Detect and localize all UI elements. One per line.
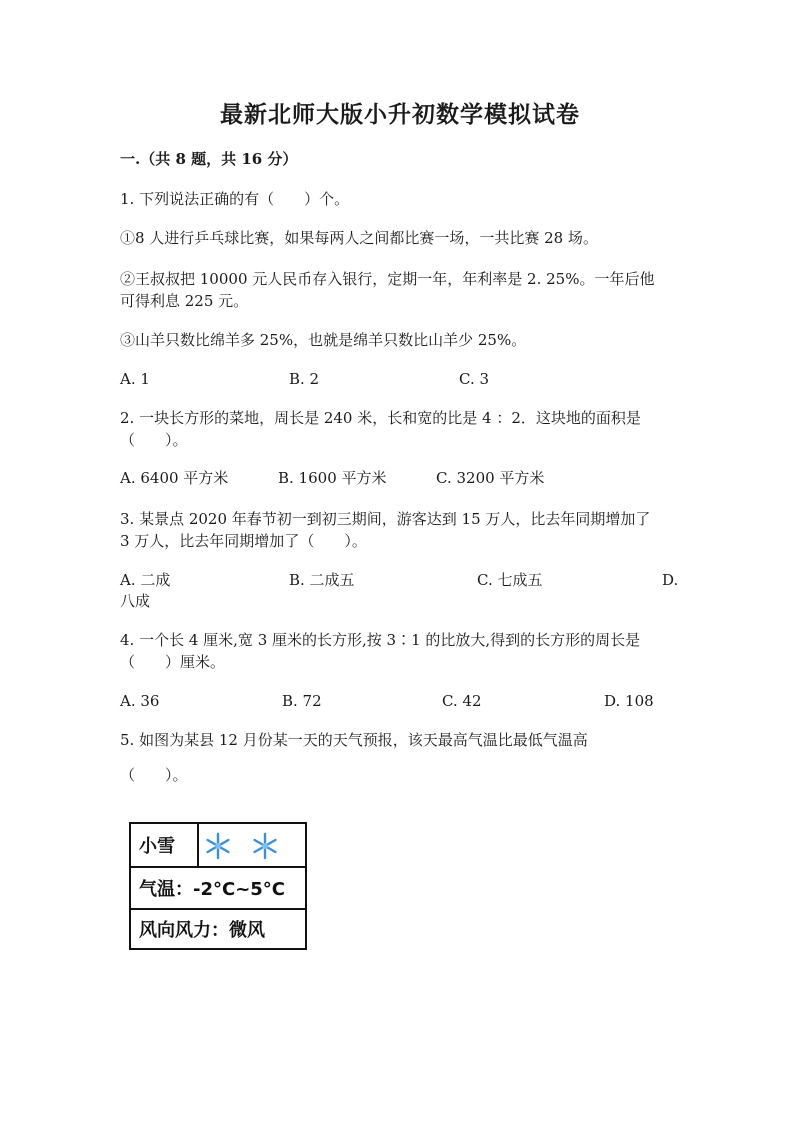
question-2-stem-cont: （ ）。 xyxy=(120,431,188,449)
question-3-stem: 3. 某景点 2020 年春节初一到初三期间，游客达到 15 万人，比去年同期增加了 xyxy=(120,510,651,528)
weather-forecast-figure xyxy=(129,822,307,950)
question-1-statement-3: ③山羊只数比绵羊多 25%，也就是绵羊只数比山羊少 25%。 xyxy=(120,331,527,349)
weather-temperature: 气温：-2°C~5°C xyxy=(139,879,286,900)
weather-divider xyxy=(197,824,199,866)
question-4-stem-cont: （ ）厘米。 xyxy=(120,653,226,671)
question-1-option-b: B. 2 xyxy=(289,370,320,388)
question-1-statement-2-cont: 可得利息 225 元。 xyxy=(120,292,249,310)
question-1-statement-1: ①8 人进行乒乓球比赛，如果每两人之间都比赛一场，一共比赛 28 场。 xyxy=(120,229,598,247)
weather-wind: 风向风力：微风 xyxy=(139,920,265,941)
question-4-option-d: D. 108 xyxy=(604,692,654,710)
weather-row-condition xyxy=(131,824,305,868)
snowflake-icon xyxy=(203,831,233,861)
question-4-stem: 4. 一个长 4 厘米,宽 3 厘米的长方形,按 3∶1 的比放大,得到的长方形的周长是 xyxy=(120,631,641,649)
question-2-option-c: C. 3200 平方米 xyxy=(436,469,545,487)
question-2-option-a: A. 6400 平方米 xyxy=(120,469,229,487)
section-heading: 一.（共 8 题，共 16 分） xyxy=(120,150,298,168)
question-3-stem-cont: 3 万人，比去年同期增加了（ ）。 xyxy=(120,532,367,550)
question-5-stem: 5. 如图为某县 12 月份某一天的天气预报，该天最高气温比最低气温高 xyxy=(120,731,588,749)
weather-row-wind xyxy=(131,910,305,948)
question-3-option-d-text: 八成 xyxy=(120,592,151,610)
question-2-stem: 2. 一块长方形的菜地，周长是 240 米，长和宽的比是 4 ：2．这块地的面积是 xyxy=(120,409,641,427)
question-2-option-b: B. 1600 平方米 xyxy=(278,469,387,487)
question-4-option-b: B. 72 xyxy=(282,692,322,710)
question-5-stem-cont: （ ）。 xyxy=(120,766,188,784)
question-4-option-a: A. 36 xyxy=(120,692,160,710)
snowflake-icon xyxy=(250,831,280,861)
question-1-statement-2: ②王叔叔把 10000 元人民币存入银行，定期一年，年利率是 2. 25%。一年后他 xyxy=(120,270,655,288)
weather-row-temperature xyxy=(131,868,305,910)
question-1-option-a: A. 1 xyxy=(120,370,150,388)
question-1-stem: 1. 下列说法正确的有（ ）个。 xyxy=(120,190,350,208)
question-4-option-c: C. 42 xyxy=(442,692,482,710)
question-3-option-d: D. xyxy=(662,571,679,589)
page-title: 最新北师大版小升初数学模拟试卷 xyxy=(220,101,580,128)
question-3-option-c: C. 七成五 xyxy=(477,571,543,589)
question-1-option-c: C. 3 xyxy=(459,370,490,388)
weather-condition: 小雪 xyxy=(139,836,175,857)
question-3-option-a: A. 二成 xyxy=(120,571,171,589)
question-3-option-b: B. 二成五 xyxy=(289,571,355,589)
